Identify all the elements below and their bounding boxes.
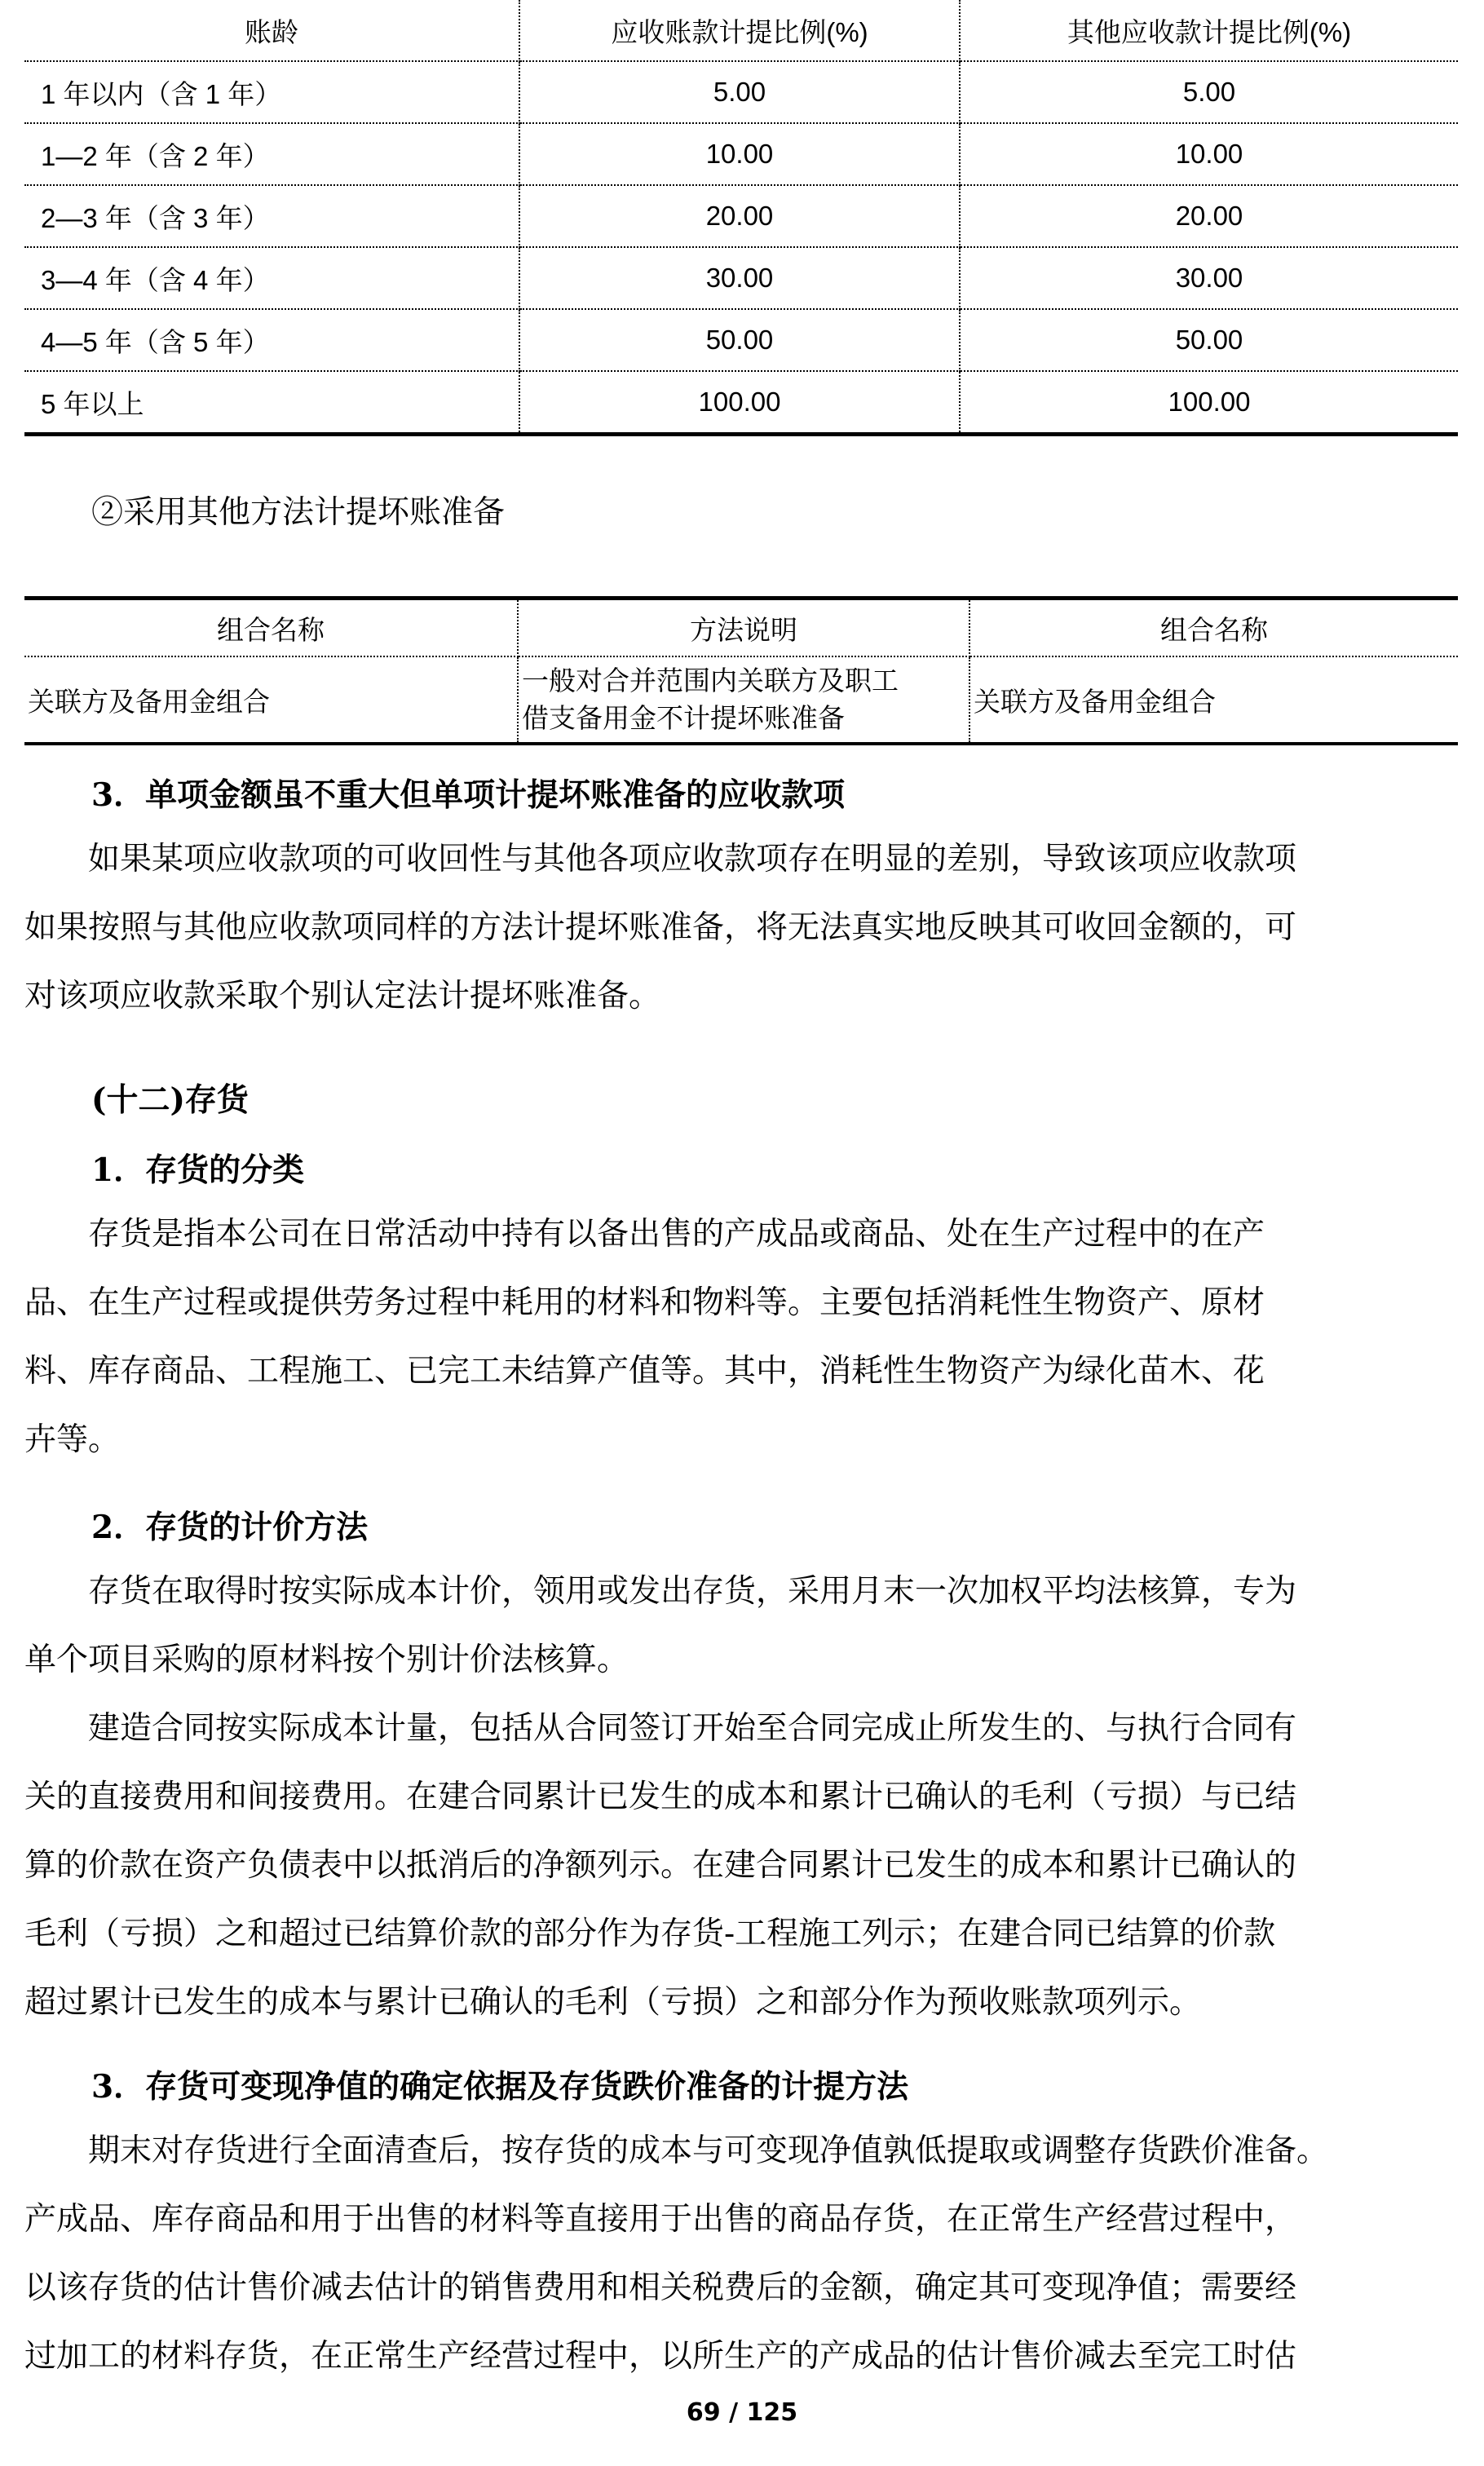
paragraph-line: 如果按照与其他应收款项同样的方法计提坏账准备，将无法真实地反映其可收回金额的，可 (24, 909, 1297, 946)
header-cell: 组合名称 (969, 599, 1458, 657)
paragraph-line: 以该存货的估计售价减去估计的销售费用和相关税费后的金额，确定其可变现净值；需要经 (24, 2269, 1297, 2306)
paragraph (24, 2117, 1460, 2391)
paragraph-line: 算的价款在资产负债表中以抵消后的净额列示。在建合同累计已发生的成本和累计已确认的 (24, 1847, 1297, 1884)
paragraph-line: 卉等。 (24, 1421, 121, 1458)
other-receivable-ratio-cell: 100.00 (960, 371, 1458, 435)
aging-cell: 1—2 年（含 2 年） (24, 123, 519, 185)
other-receivable-ratio-cell: 5.00 (960, 61, 1458, 123)
combo-method-cell (518, 656, 969, 744)
header-cell: 组合名称 (24, 599, 518, 657)
method-line: 一般对合并范围内关联方及职工 (522, 665, 899, 696)
table-row (24, 247, 1458, 309)
section-heading: 2．存货的计价方法 (91, 1509, 369, 1546)
aging-cell: 5 年以上 (24, 371, 519, 435)
aging-cell: 2—3 年（含 3 年） (24, 185, 519, 247)
combo-name-cell: 关联方及备用金组合 (24, 656, 518, 744)
paragraph-line: 产成品、库存商品和用于出售的材料等直接用于出售的商品存货，在正常生产经营过程中， (24, 2201, 1297, 2238)
receivable-ratio-cell: 50.00 (519, 309, 960, 371)
combo-name-cell: 关联方及备用金组合 (974, 685, 1216, 718)
paragraph-line: 如果某项应收款项的可收回性与其他各项应收款项存在明显的差别，导致该项应收款项 (24, 841, 1297, 877)
aging-cell: 3—4 年（含 4 年） (24, 247, 519, 309)
paragraph (24, 825, 1460, 1031)
table-row (24, 309, 1458, 371)
table-header-row (24, 0, 1458, 61)
section-heading: 3．存货可变现净值的确定依据及存货跌价准备的计提方法 (91, 2068, 909, 2106)
paragraph (24, 1558, 1460, 2037)
paragraph-line: 关的直接费用和间接费用。在建合同累计已发生的成本和累计已确认的毛利（亏损）与已结 (24, 1779, 1297, 1815)
page-number: 69 / 125 (686, 2398, 798, 2427)
section-heading: 3．单项金额虽不重大但单项计提坏账准备的应收款项 (91, 776, 846, 814)
table-row (24, 185, 1458, 247)
chapter-title: (十二)存货 (91, 1081, 249, 1119)
receivable-ratio-cell: 100.00 (519, 371, 960, 435)
receivable-ratio-cell: 20.00 (519, 185, 960, 247)
combination-table (24, 596, 1458, 745)
paragraph-line: 期末对存货进行全面清查后，按存货的成本与可变现净值孰低提取或调整存货跌价准备。 (24, 2132, 1329, 2169)
section-heading: 1．存货的分类 (91, 1151, 305, 1189)
other-receivable-ratio-cell: 50.00 (960, 309, 1458, 371)
header-cell: 方法说明 (518, 599, 969, 657)
paragraph-line: 对该项应收款采取个别认定法计提坏账准备。 (24, 978, 661, 1014)
method-line: 借支备用金不计提坏账准备 (522, 702, 845, 734)
paragraph (24, 1200, 1460, 1474)
table-row (24, 61, 1458, 123)
other-receivable-ratio-cell: 10.00 (960, 123, 1458, 185)
other-receivable-ratio-cell: 20.00 (960, 185, 1458, 247)
paragraph-line: 品、在生产过程或提供劳务过程中耗用的材料和物料等。主要包括消耗性生物资产、原材 (24, 1284, 1265, 1321)
paragraph-line: 单个项目采购的原材料按个别计价法核算。 (24, 1642, 629, 1678)
receivable-ratio-cell: 10.00 (519, 123, 960, 185)
paragraph-line: 料、库存商品、工程施工、已完工未结算产值等。其中，消耗性生物资产为绿化苗木、花 (24, 1353, 1265, 1390)
table-header-row (24, 599, 1458, 657)
header-cell: 应收账款计提比例(%) (519, 0, 960, 61)
header-cell: 账龄 (24, 0, 519, 61)
paragraph-line: 毛利（亏损）之和超过已结算价款的部分作为存货-工程施工列示；在建合同已结算的价款 (24, 1916, 1276, 1952)
other-method-label: ②采用其他方法计提坏账准备 (91, 494, 506, 531)
table-row (24, 123, 1458, 185)
receivable-ratio-cell: 5.00 (519, 61, 960, 123)
paragraph-line: 存货是指本公司在日常活动中持有以备出售的产成品或商品、处在生产过程中的在产 (24, 1216, 1265, 1253)
aging-cell: 4—5 年（含 5 年） (24, 309, 519, 371)
paragraph-line: 建造合同按实际成本计量，包括从合同签订开始至合同完成止所发生的、与执行合同有 (24, 1710, 1297, 1747)
other-receivable-ratio-cell: 30.00 (960, 247, 1458, 309)
receivable-ratio-cell: 30.00 (519, 247, 960, 309)
paragraph-line: 超过累计已发生的成本与累计已确认的毛利（亏损）之和部分作为预收账款项列示。 (24, 1984, 1202, 2021)
aging-ratio-table (24, 0, 1458, 436)
paragraph-line: 过加工的材料存货，在正常生产经营过程中，以所生产的产成品的估计售价减去至完工时估 (24, 2338, 1297, 2375)
paragraph-line: 存货在取得时按实际成本计价，领用或发出存货，采用月末一次加权平均法核算，专为 (24, 1573, 1297, 1610)
table-row (24, 656, 1458, 744)
table-row (24, 371, 1458, 435)
aging-cell: 1 年以内（含 1 年） (24, 61, 519, 123)
header-cell: 其他应收款计提比例(%) (960, 0, 1458, 61)
